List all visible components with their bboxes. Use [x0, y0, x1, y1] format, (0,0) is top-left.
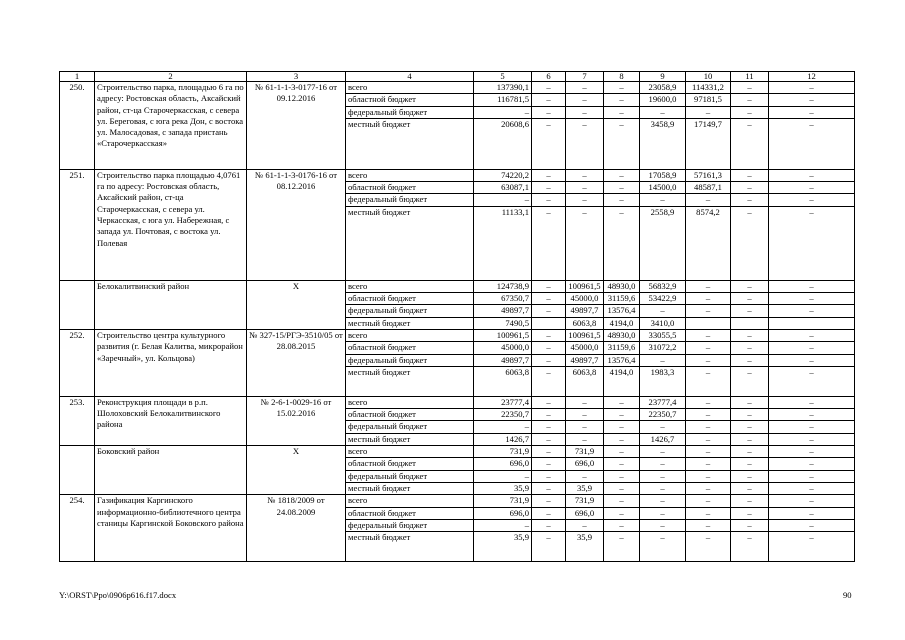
value-cell: –: [604, 118, 640, 169]
value-cell: –: [686, 446, 731, 458]
value-cell: –: [686, 409, 731, 421]
value-cell: [686, 317, 731, 329]
value-cell: –: [566, 433, 604, 445]
value-cell: –: [532, 482, 566, 494]
value-cell: 20608,6: [474, 118, 532, 169]
value-cell: –: [532, 280, 566, 292]
value-cell: 49897,7: [474, 305, 532, 317]
object-name: Строительство парка площадью 4,0761 га по адресу: Ростовская область, Аксайский район, ст-ца Старочеркасская, с севера ул. Черкасская, с юга ул. Набережная, с запада ул. Почтовая, с востока ул. Полевая: [95, 169, 247, 280]
value-cell: –: [769, 342, 855, 354]
funding-source: федеральный бюджет: [346, 519, 474, 531]
value-cell: –: [604, 421, 640, 433]
value-cell: –: [769, 482, 855, 494]
value-cell: 1426,7: [474, 433, 532, 445]
col-header: 10: [686, 72, 731, 82]
value-cell: 22350,7: [474, 409, 532, 421]
value-cell: 696,0: [566, 458, 604, 470]
value-cell: –: [604, 495, 640, 507]
table-row: [60, 169, 855, 181]
row-number: 250.: [60, 82, 95, 170]
funding-source: всего: [346, 495, 474, 507]
value-cell: 731,9: [566, 495, 604, 507]
value-cell: –: [731, 329, 769, 341]
value-cell: –: [604, 409, 640, 421]
value-cell: 31159,6: [604, 342, 640, 354]
value-cell: –: [532, 182, 566, 194]
value-cell: 696,0: [474, 458, 532, 470]
value-cell: –: [604, 82, 640, 94]
value-cell: 6063,8: [474, 366, 532, 396]
funding-source: местный бюджет: [346, 482, 474, 494]
value-cell: –: [769, 206, 855, 280]
value-cell: 13576,4: [604, 305, 640, 317]
value-cell: 45000,0: [566, 342, 604, 354]
value-cell: 6063,8: [566, 366, 604, 396]
value-cell: –: [769, 409, 855, 421]
funding-source: всего: [346, 169, 474, 181]
value-cell: –: [731, 305, 769, 317]
object-name: Реконструкция площади в р.п. Шолоховский Белокалитвинского района: [95, 396, 247, 445]
col-header: 5: [474, 72, 532, 82]
value-cell: 49897,7: [566, 305, 604, 317]
col-header: 3: [247, 72, 346, 82]
funding-source: областной бюджет: [346, 507, 474, 519]
value-cell: –: [731, 206, 769, 280]
value-cell: 31159,6: [604, 293, 640, 305]
value-cell: –: [604, 106, 640, 118]
funding-source: всего: [346, 82, 474, 94]
value-cell: –: [532, 433, 566, 445]
value-cell: –: [731, 519, 769, 531]
value-cell: 23777,4: [474, 396, 532, 408]
value-cell: 35,9: [566, 532, 604, 562]
funding-source: федеральный бюджет: [346, 470, 474, 482]
value-cell: –: [566, 106, 604, 118]
value-cell: –: [686, 482, 731, 494]
value-cell: –: [640, 482, 686, 494]
value-cell: –: [474, 470, 532, 482]
funding-source: всего: [346, 446, 474, 458]
funding-source: местный бюджет: [346, 317, 474, 329]
value-cell: 31072,2: [640, 342, 686, 354]
value-cell: –: [566, 194, 604, 206]
value-cell: –: [532, 366, 566, 396]
value-cell: –: [769, 421, 855, 433]
value-cell: 63087,1: [474, 182, 532, 194]
value-cell: 48930,0: [604, 329, 640, 341]
value-cell: 56832,9: [640, 280, 686, 292]
funding-source: федеральный бюджет: [346, 305, 474, 317]
funding-source: местный бюджет: [346, 532, 474, 562]
value-cell: –: [532, 354, 566, 366]
value-cell: 33055,5: [640, 329, 686, 341]
value-cell: –: [604, 532, 640, 562]
value-cell: 49897,7: [474, 354, 532, 366]
value-cell: –: [686, 433, 731, 445]
value-cell: –: [769, 495, 855, 507]
value-cell: 22350,7: [640, 409, 686, 421]
value-cell: –: [532, 446, 566, 458]
value-cell: –: [769, 446, 855, 458]
value-cell: –: [532, 519, 566, 531]
value-cell: –: [731, 182, 769, 194]
value-cell: 57161,3: [686, 169, 731, 181]
value-cell: –: [686, 106, 731, 118]
value-cell: –: [474, 106, 532, 118]
table-row: [60, 495, 855, 507]
value-cell: 35,9: [474, 532, 532, 562]
value-cell: –: [686, 519, 731, 531]
value-cell: 731,9: [474, 446, 532, 458]
value-cell: –: [474, 194, 532, 206]
value-cell: 13576,4: [604, 354, 640, 366]
value-cell: –: [769, 293, 855, 305]
value-cell: 49897,7: [566, 354, 604, 366]
value-cell: –: [686, 421, 731, 433]
table-row: [60, 396, 855, 408]
col-header: 2: [95, 72, 247, 82]
value-cell: –: [566, 82, 604, 94]
funding-source: областной бюджет: [346, 409, 474, 421]
value-cell: –: [604, 169, 640, 181]
value-cell: –: [769, 329, 855, 341]
value-cell: –: [769, 305, 855, 317]
value-cell: –: [731, 507, 769, 519]
value-cell: –: [532, 305, 566, 317]
funding-source: всего: [346, 280, 474, 292]
value-cell: –: [686, 396, 731, 408]
value-cell: –: [686, 366, 731, 396]
funding-source: областной бюджет: [346, 342, 474, 354]
value-cell: –: [686, 280, 731, 292]
col-header: 12: [769, 72, 855, 82]
value-cell: –: [769, 396, 855, 408]
table-row: [60, 82, 855, 94]
value-cell: –: [532, 206, 566, 280]
value-cell: –: [532, 106, 566, 118]
value-cell: –: [640, 519, 686, 531]
value-cell: –: [731, 354, 769, 366]
value-cell: –: [769, 354, 855, 366]
value-cell: –: [769, 433, 855, 445]
funding-source: федеральный бюджет: [346, 194, 474, 206]
value-cell: 17149,7: [686, 118, 731, 169]
value-cell: –: [731, 446, 769, 458]
value-cell: 35,9: [474, 482, 532, 494]
value-cell: 14500,0: [640, 182, 686, 194]
value-cell: 100961,5: [474, 329, 532, 341]
value-cell: –: [532, 409, 566, 421]
value-cell: –: [604, 458, 640, 470]
col-header: 4: [346, 72, 474, 82]
value-cell: 23777,4: [640, 396, 686, 408]
value-cell: –: [532, 421, 566, 433]
value-cell: –: [604, 482, 640, 494]
value-cell: –: [769, 194, 855, 206]
col-header: 11: [731, 72, 769, 82]
row-number: 254.: [60, 495, 95, 562]
value-cell: –: [532, 194, 566, 206]
funding-source: областной бюджет: [346, 293, 474, 305]
header-row: [60, 72, 855, 82]
value-cell: –: [731, 396, 769, 408]
value-cell: –: [686, 305, 731, 317]
value-cell: –: [731, 433, 769, 445]
value-cell: –: [532, 118, 566, 169]
value-cell: –: [731, 482, 769, 494]
value-cell: –: [731, 169, 769, 181]
value-cell: 2558,9: [640, 206, 686, 280]
value-cell: –: [731, 82, 769, 94]
value-cell: –: [604, 446, 640, 458]
value-cell: 1426,7: [640, 433, 686, 445]
value-cell: 3410,0: [640, 317, 686, 329]
value-cell: 4194,0: [604, 366, 640, 396]
value-cell: –: [686, 532, 731, 562]
value-cell: 19600,0: [640, 94, 686, 106]
value-cell: –: [532, 329, 566, 341]
document-ref: Х: [247, 446, 346, 495]
value-cell: 100961,5: [566, 329, 604, 341]
value-cell: 731,9: [566, 446, 604, 458]
page-number: 90: [843, 590, 852, 600]
value-cell: –: [604, 507, 640, 519]
value-cell: –: [566, 182, 604, 194]
value-cell: –: [686, 354, 731, 366]
value-cell: 97181,5: [686, 94, 731, 106]
value-cell: –: [686, 458, 731, 470]
value-cell: 48930,0: [604, 280, 640, 292]
value-cell: –: [686, 342, 731, 354]
value-cell: –: [686, 293, 731, 305]
funding-source: федеральный бюджет: [346, 421, 474, 433]
value-cell: –: [474, 519, 532, 531]
value-cell: –: [769, 118, 855, 169]
col-header: 9: [640, 72, 686, 82]
value-cell: –: [769, 94, 855, 106]
value-cell: –: [686, 495, 731, 507]
value-cell: –: [604, 206, 640, 280]
value-cell: –: [604, 519, 640, 531]
value-cell: 8574,2: [686, 206, 731, 280]
value-cell: –: [640, 305, 686, 317]
value-cell: –: [532, 470, 566, 482]
funding-source: местный бюджет: [346, 118, 474, 169]
value-cell: –: [640, 470, 686, 482]
object-name: Газификация Каргинского информационно-библиотечного центра станицы Каргинской Боковского района: [95, 495, 247, 562]
value-cell: –: [566, 519, 604, 531]
value-cell: –: [769, 366, 855, 396]
value-cell: –: [604, 194, 640, 206]
value-cell: 74220,2: [474, 169, 532, 181]
funding-source: областной бюджет: [346, 182, 474, 194]
value-cell: 4194,0: [604, 317, 640, 329]
value-cell: –: [566, 206, 604, 280]
value-cell: –: [769, 470, 855, 482]
value-cell: 114331,2: [686, 82, 731, 94]
row-number: 253.: [60, 396, 95, 445]
value-cell: –: [532, 342, 566, 354]
row-number: [60, 446, 95, 495]
value-cell: –: [532, 507, 566, 519]
funding-source: местный бюджет: [346, 366, 474, 396]
budget-table: [59, 71, 855, 562]
document-ref: Х: [247, 280, 346, 329]
object-name: Боковский район: [95, 446, 247, 495]
value-cell: –: [731, 421, 769, 433]
value-cell: –: [731, 106, 769, 118]
value-cell: –: [769, 280, 855, 292]
value-cell: –: [769, 106, 855, 118]
value-cell: –: [566, 94, 604, 106]
value-cell: –: [640, 458, 686, 470]
value-cell: 3458,9: [640, 118, 686, 169]
value-cell: –: [731, 458, 769, 470]
funding-source: областной бюджет: [346, 458, 474, 470]
value-cell: –: [731, 495, 769, 507]
value-cell: 17058,9: [640, 169, 686, 181]
value-cell: [532, 317, 566, 329]
row-number: 251.: [60, 169, 95, 280]
value-cell: –: [731, 293, 769, 305]
value-cell: –: [731, 470, 769, 482]
document-ref: № 2-6-1-0029-16 от 15.02.2016: [247, 396, 346, 445]
value-cell: 48587,1: [686, 182, 731, 194]
value-cell: –: [686, 329, 731, 341]
value-cell: –: [640, 421, 686, 433]
object-name: Белокалитвинский район: [95, 280, 247, 329]
document-ref: № 61-1-1-3-0176-16 от 08.12.2016: [247, 169, 346, 280]
value-cell: 23058,9: [640, 82, 686, 94]
object-name: Строительство центра культурного развития (г. Белая Калитва, микрорайон «Заречный», ул. Кольцова): [95, 329, 247, 396]
col-header: 8: [604, 72, 640, 82]
document-ref: № 61-1-1-3-0177-16 от 09.12.2016: [247, 82, 346, 170]
value-cell: –: [769, 169, 855, 181]
value-cell: [769, 317, 855, 329]
value-cell: –: [532, 82, 566, 94]
col-header: 1: [60, 72, 95, 82]
value-cell: –: [532, 458, 566, 470]
file-path: Y:\ORST\Ppo\0906p616.f17.docx: [59, 590, 177, 600]
value-cell: –: [731, 194, 769, 206]
value-cell: –: [731, 342, 769, 354]
funding-source: всего: [346, 329, 474, 341]
value-cell: –: [532, 293, 566, 305]
value-cell: –: [566, 396, 604, 408]
value-cell: –: [532, 532, 566, 562]
value-cell: –: [566, 470, 604, 482]
document-ref: № 1818/2009 от 24.08.2009: [247, 495, 346, 562]
value-cell: [731, 317, 769, 329]
value-cell: –: [604, 396, 640, 408]
table-row: [60, 446, 855, 458]
value-cell: –: [769, 519, 855, 531]
value-cell: –: [566, 409, 604, 421]
value-cell: –: [640, 507, 686, 519]
value-cell: –: [566, 118, 604, 169]
value-cell: –: [686, 194, 731, 206]
value-cell: –: [769, 507, 855, 519]
value-cell: –: [604, 182, 640, 194]
value-cell: –: [604, 470, 640, 482]
value-cell: –: [604, 94, 640, 106]
value-cell: 137390,1: [474, 82, 532, 94]
value-cell: –: [640, 446, 686, 458]
value-cell: –: [566, 169, 604, 181]
value-cell: –: [532, 169, 566, 181]
value-cell: –: [640, 495, 686, 507]
value-cell: –: [731, 532, 769, 562]
funding-source: местный бюджет: [346, 206, 474, 280]
value-cell: 53422,9: [640, 293, 686, 305]
value-cell: 7490,5: [474, 317, 532, 329]
value-cell: 731,9: [474, 495, 532, 507]
value-cell: –: [532, 94, 566, 106]
funding-source: местный бюджет: [346, 433, 474, 445]
value-cell: –: [731, 409, 769, 421]
value-cell: –: [532, 396, 566, 408]
value-cell: –: [731, 118, 769, 169]
value-cell: 45000,0: [474, 342, 532, 354]
row-number: [60, 280, 95, 329]
funding-source: федеральный бюджет: [346, 354, 474, 366]
value-cell: –: [566, 421, 604, 433]
col-header: 6: [532, 72, 566, 82]
value-cell: 124738,9: [474, 280, 532, 292]
value-cell: –: [640, 354, 686, 366]
value-cell: –: [731, 94, 769, 106]
value-cell: 1983,3: [640, 366, 686, 396]
value-cell: 100961,5: [566, 280, 604, 292]
value-cell: 45000,0: [566, 293, 604, 305]
value-cell: –: [640, 106, 686, 118]
value-cell: –: [686, 507, 731, 519]
funding-source: всего: [346, 396, 474, 408]
value-cell: 67350,7: [474, 293, 532, 305]
value-cell: –: [731, 366, 769, 396]
value-cell: –: [731, 280, 769, 292]
col-header: 7: [566, 72, 604, 82]
table-row: [60, 280, 855, 292]
funding-source: федеральный бюджет: [346, 106, 474, 118]
value-cell: –: [769, 82, 855, 94]
value-cell: –: [532, 495, 566, 507]
value-cell: –: [769, 182, 855, 194]
funding-source: областной бюджет: [346, 94, 474, 106]
value-cell: –: [640, 532, 686, 562]
value-cell: 6063,8: [566, 317, 604, 329]
document-ref: № 327-15/РГЭ-3510/05 от 28.08.2015: [247, 329, 346, 396]
value-cell: –: [686, 470, 731, 482]
value-cell: –: [640, 194, 686, 206]
value-cell: –: [474, 421, 532, 433]
value-cell: 11133,1: [474, 206, 532, 280]
object-name: Строительство парка, площадью 6 га по адресу: Ростовская область, Аксайский район, ст-ца Старочеркасская, с севера ул. Береговая, с юга река Дон, с востока ул. Малосадовая, с запада пристань «Старочеркасская»: [95, 82, 247, 170]
value-cell: 696,0: [474, 507, 532, 519]
value-cell: 35,9: [566, 482, 604, 494]
row-number: 252.: [60, 329, 95, 396]
value-cell: –: [604, 433, 640, 445]
value-cell: –: [769, 532, 855, 562]
value-cell: 116781,5: [474, 94, 532, 106]
table-row: [60, 329, 855, 341]
value-cell: 696,0: [566, 507, 604, 519]
value-cell: –: [769, 458, 855, 470]
